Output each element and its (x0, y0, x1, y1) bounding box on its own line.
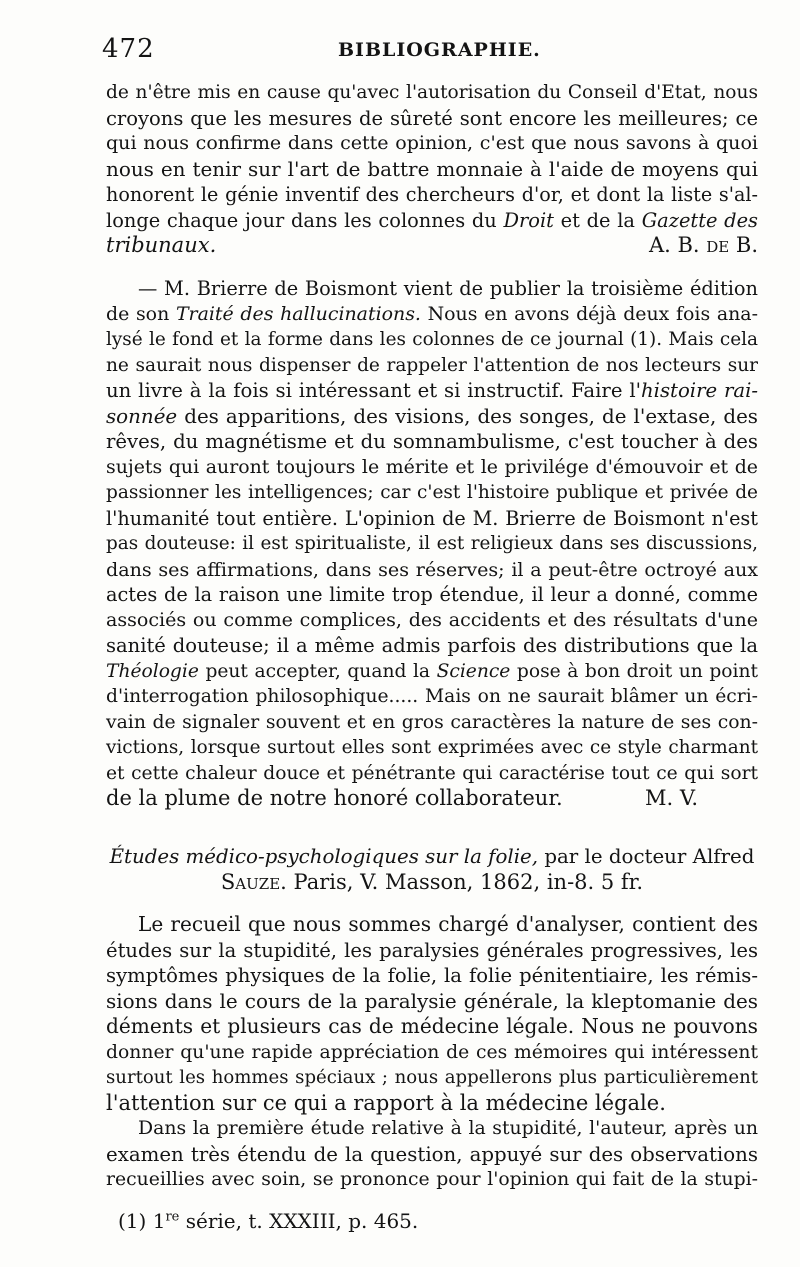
text-line: d'interrogation philosophique..... Mais on ne saurait blâmer un écri- (106, 686, 758, 707)
footnote-marker: (1) (118, 1209, 147, 1233)
italic-phrase: sonnée (106, 404, 178, 428)
text-line: honorent le génie inventif des chercheurs d'or, et dont la liste s'al- (106, 183, 758, 206)
italic-phrase: histoire rai- (641, 379, 759, 402)
paragraph-hallucinations-review (106, 276, 758, 812)
text-line: déments et plusieurs cas de médecine légale. Nous ne pouvons (106, 1014, 758, 1038)
book-heading (106, 844, 758, 895)
text-line: études sur la stupidité, les paralysies générales progressives, les (106, 938, 758, 962)
text-line: rêves, du magnétisme et du somnambulisme, c'est toucher à des (106, 430, 758, 453)
text-line: surtout les hommes spéciaux ; nous appellerons plus particulièrement (106, 1067, 758, 1088)
text-line: sujets qui auront toujours le mérite et le privilége d'émouvoir et de (106, 455, 758, 478)
text-line: associés ou comme complices, des accidents et des résultats d'une (106, 608, 758, 631)
paragraph-counterfeiting (106, 80, 758, 259)
text-line: sions dans le cours de la paralysie générale, la kleptomanie des (106, 988, 758, 1013)
text-line: Le recueil que nous sommes chargé d'analyser, contient des (138, 912, 758, 936)
text-line: sonnée des apparitions, des visions, des songes, de l'extase, des (106, 404, 758, 428)
text-line: ne saurait nous dispenser de rappeler l'attention de nos lecteurs sur (106, 354, 758, 376)
text-line: symptômes physiques de la folie, la folie pénitentiaire, les rémis- (106, 964, 758, 987)
italic-word: Théologie (106, 660, 199, 682)
book-title: Traité des hallucinations. (175, 302, 421, 325)
text-line: longe chaque jour dans les colonnes du Droit et de la Gazette des (106, 208, 758, 232)
book-title: Études médico-psychologiques sur la folie, (109, 845, 539, 868)
text-line: de n'être mis en cause qu'avec l'autorisation du Conseil d'Etat, nous (106, 82, 758, 103)
journal-title: Droit (503, 208, 554, 232)
text-line: nous en tenir sur l'art de battre monnaie à l'aide de moyens qui (106, 156, 758, 181)
text-line (106, 233, 758, 259)
text-line: l'attention sur ce qui a rapport à la médecine légale. (106, 1090, 666, 1115)
text-line: passionner les intelligences; car c'est l'histoire publique et privée de (106, 482, 758, 503)
author-name: Sauze. (220, 869, 287, 894)
heading-line: Études médico-psychologiques sur la folie, par le docteur Alfred (109, 845, 755, 868)
text-line: sanité douteuse; il a même admis parfois des distributions que la (106, 634, 758, 657)
journal-title: Gazette des (641, 208, 758, 232)
running-head: BIBLIOGRAPHIE. (338, 39, 541, 61)
page-header (98, 34, 758, 66)
text-line: de la plume de notre honoré collaborateur. M. V. (106, 786, 758, 812)
text-line: et cette chaleur douce et pénétrante qui caractérise tout ce qui sort (106, 762, 758, 784)
text-line: donner qu'une rapide appréciation de ces mémoires qui intéressent (106, 1041, 758, 1063)
text-line: pas douteuse: il est spiritualiste, il est religieux dans ses discussions, (106, 533, 758, 554)
italic-word: Science (436, 660, 511, 682)
footnote: (1) 1re série, t. XXXIII, p. 465. (118, 1209, 419, 1233)
page-number: 472 (102, 34, 155, 64)
text-line: croyons que les mesures de sûreté sont encore les meilleures; ce (106, 106, 758, 130)
paragraph-review-body (106, 912, 758, 1193)
text-line: — M. Brierre de Boismont vient de publier la troisième édition (138, 277, 758, 300)
text-line: recueillies avec soin, se prononce pour l'opinion qui fait de la stupi- (106, 1169, 758, 1190)
text-line: un livre à la fois si intéressant et si instructif. Faire l'histoire rai- (106, 379, 759, 402)
text-line: Dans la première étude relative à la stupidité, l'auteur, après un (138, 1118, 758, 1139)
text-line: dans ses affirmations, dans ses réserves; il a peut-être octroyé aux (106, 557, 758, 581)
text-line: Théologie peut accepter, quand la Science pose à bon droit un point (106, 660, 758, 682)
journal-title: tribunaux. (106, 233, 217, 257)
text-line: de son Traité des hallucinations. Nous en avons déjà deux fois ana- (106, 302, 758, 325)
text-line: l'humanité tout entière. L'opinion de M. Brierre de Boismont n'est (106, 506, 758, 530)
text-line: vain de signaler souvent et en gros caractères la nature de ses con- (106, 711, 758, 733)
text-line: actes de la raison une limite trop étendue, il leur a donné, comme (106, 583, 758, 606)
text-line: examen très étendu de la question, appuyé sur des observations (106, 1142, 758, 1166)
text-line: qui nous confirme dans cette opinion, c'est que nous savons à quoi (106, 132, 758, 154)
heading-line: Sauze. Paris, V. Masson, 1862, in-8. 5 fr. (220, 869, 644, 894)
signature: A. B. de B. (648, 233, 758, 257)
text-line: victions, lorsque surtout elles sont exprimées avec ce style charmant (106, 737, 758, 758)
text-line: lysé le fond et la forme dans les colonnes de ce journal (1). Mais cela (106, 329, 758, 350)
signature: M. V. (644, 786, 698, 810)
